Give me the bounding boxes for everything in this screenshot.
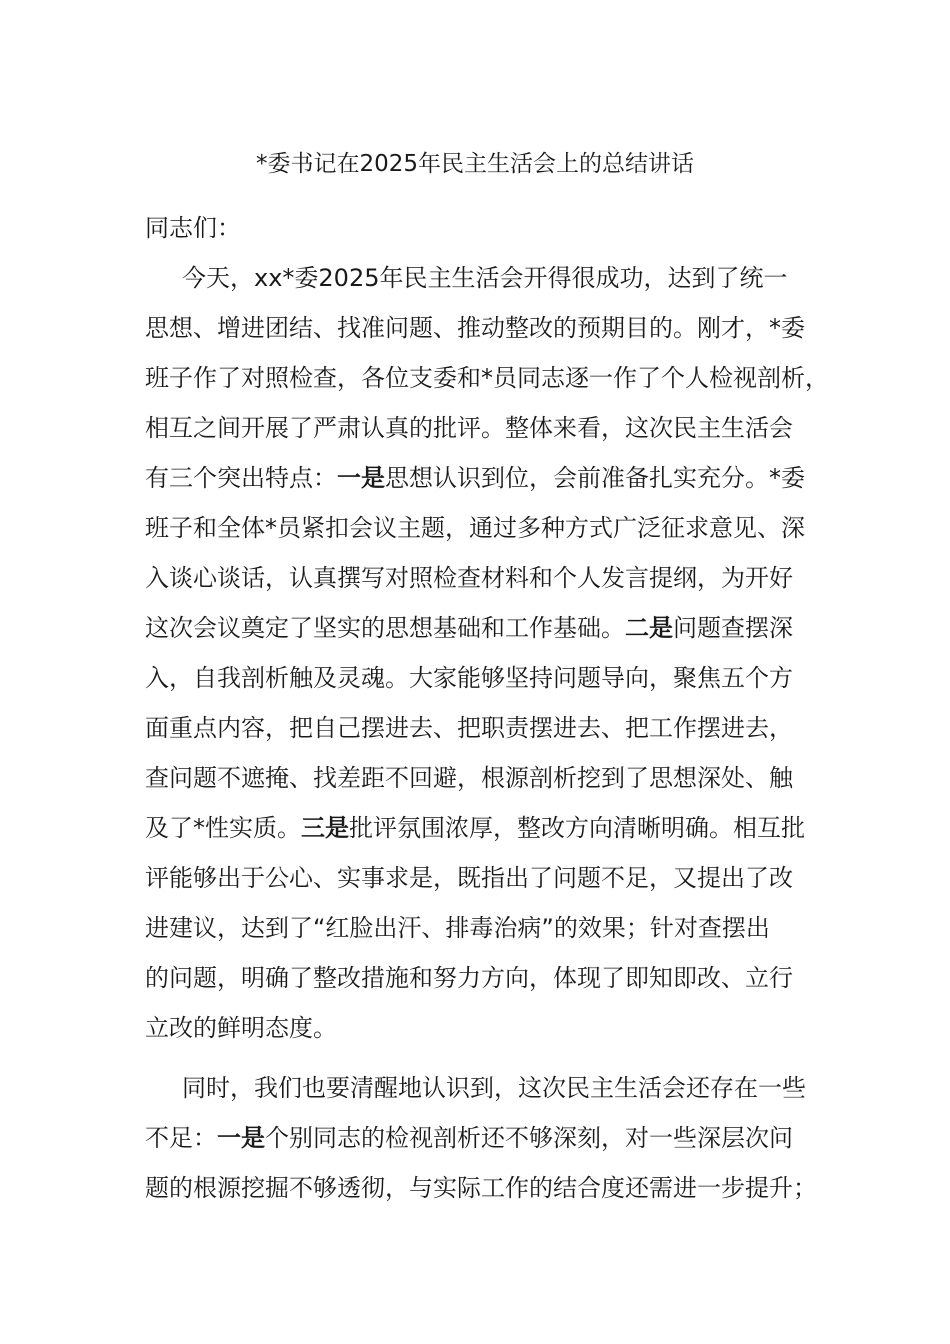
paragraph-1-line-9: 入，自我剖析触及灵魂。大家能够坚持问题导向，聚焦五个方 bbox=[145, 664, 793, 692]
text-run: 个别同志的检视剖析还不够深刻，对一些深层次问 bbox=[265, 1124, 793, 1152]
bold-marker-second: 二是 bbox=[625, 614, 673, 642]
text-run: 批评氛围浓厚，整改方向清晰明确。相互批 bbox=[349, 814, 805, 842]
paragraph-1-line-14: 进建议，达到了“红脸出汗、排毒治病”的效果；针对查摆出 bbox=[145, 914, 770, 942]
paragraph-1-line-13: 评能够出于公心、实事求是，既指出了问题不足，又提出了改 bbox=[145, 864, 793, 892]
text-run: 这次会议奠定了坚实的思想基础和工作基础。 bbox=[145, 614, 625, 642]
bold-marker-first: 一是 bbox=[217, 1124, 265, 1152]
paragraph-1-line-10: 面重点内容，把自己摆进去、把职责摆进去、把工作摆进去， bbox=[145, 714, 793, 742]
paragraph-1-line-5 bbox=[145, 456, 809, 506]
paragraph-1-line-8 bbox=[145, 606, 809, 656]
paragraph-1-line-3: 班子作了对照检查，各位支委和*员同志逐一作了个人检视剖析， bbox=[145, 364, 829, 392]
salutation: 同志们： bbox=[145, 214, 241, 242]
bold-marker-third: 三是 bbox=[301, 814, 349, 842]
paragraph-2-line-3: 题的根源挖掘不够透彻，与实际工作的结合度还需进一步提升； bbox=[145, 1174, 817, 1202]
paragraph-1-line-11: 查问题不遮掩、找差距不回避，根源剖析挖到了思想深处、触 bbox=[145, 764, 793, 792]
text-run: 及了*性实质。 bbox=[145, 814, 301, 842]
paragraph-2-line-2 bbox=[145, 1116, 809, 1166]
paragraph-1-line-2: 思想、增进团结、找准问题、推动整改的预期目的。刚才，*委 bbox=[145, 314, 805, 342]
paragraph-1-line-6: 班子和全体*员紧扣会议主题，通过多种方式广泛征求意见、深 bbox=[145, 514, 805, 542]
paragraph-1-line-12 bbox=[145, 806, 809, 856]
paragraph-1-line-1: 今天，xx*委2025年民主生活会开得很成功，达到了统一 bbox=[182, 264, 788, 292]
paragraph-1-line-16: 立改的鲜明态度。 bbox=[145, 1014, 337, 1042]
document-body bbox=[145, 206, 829, 1216]
paragraph-1-line-15: 的问题，明确了整改措施和努力方向，体现了即知即改、立行 bbox=[145, 964, 793, 992]
paragraph-1-line-7: 入谈心谈话，认真撰写对照检查材料和个人发言提纲，为开好 bbox=[145, 564, 793, 592]
text-run: 不足： bbox=[145, 1124, 217, 1152]
paragraph-2-line-1: 同时，我们也要清醒地认识到，这次民主生活会还存在一些 bbox=[182, 1074, 806, 1102]
bold-marker-first: 一是 bbox=[337, 464, 385, 492]
text-run: 问题查摆深 bbox=[673, 614, 793, 642]
text-run: 有三个突出特点： bbox=[145, 464, 337, 492]
paragraph-1-line-4: 相互之间开展了严肃认真的批评。整体来看，这次民主生活会 bbox=[145, 414, 793, 442]
text-run: 思想认识到位，会前准备扎实充分。*委 bbox=[385, 464, 805, 492]
document-title: *委书记在2025年民主生活会上的总结讲话 bbox=[255, 151, 695, 177]
